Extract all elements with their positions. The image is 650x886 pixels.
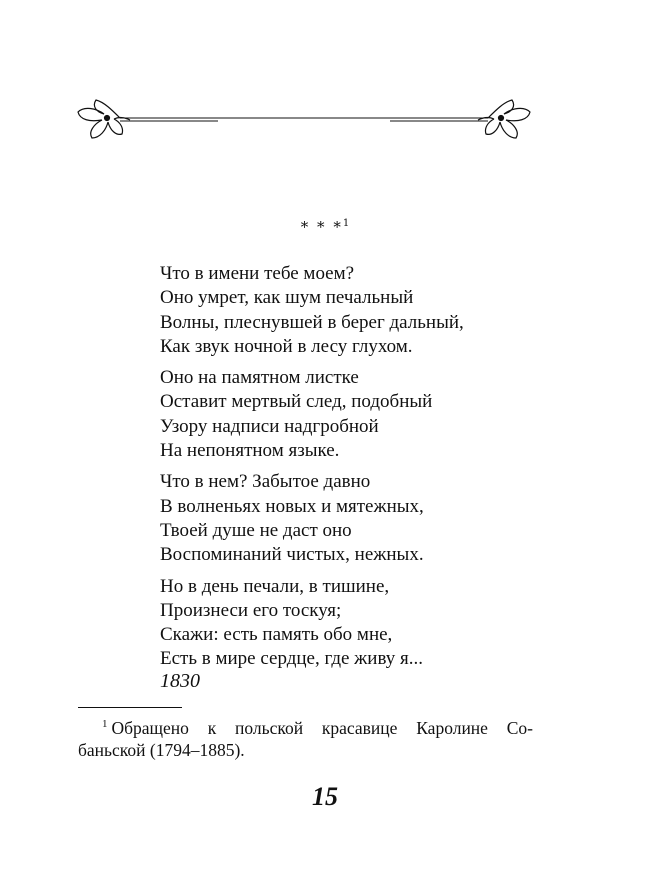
stanza-4 (160, 575, 464, 672)
poem-line: Оставит мертвый след, подобный (160, 391, 433, 413)
poem-line: На непонятном языке. (160, 440, 340, 462)
poem-line: Воспоминаний чистых, нежных. (160, 544, 424, 566)
footnote-text-2: баньской (1794–1885). (78, 739, 245, 760)
poem-line: Есть в мире сердце, где живу я... (160, 648, 424, 670)
poem-line: Узору надписи надгробной (160, 415, 379, 437)
stanza-1 (160, 262, 464, 359)
poem-line: Твоей душе не даст оно (160, 519, 352, 541)
footnote-text-1: Обращено к польской красавице Каролине Со- (111, 717, 533, 738)
heading-footnote-mark: 1 (342, 218, 350, 229)
footnote-divider (78, 707, 182, 708)
poem-line: Оно на памятном листке (160, 367, 359, 389)
poem-line: Волны, плеснувшей в берег дальный, (160, 311, 464, 333)
poem-line: Что в имени тебе моем? (160, 263, 355, 284)
footnote-mark: 1 (102, 718, 108, 730)
stars-heading (0, 218, 650, 236)
poem-line: В волненьях новых и мятежных, (160, 495, 424, 517)
poem-line: Как звук ночной в лесу глухом. (160, 335, 413, 357)
poem-line: Произнеси его тоскуя; (160, 599, 342, 621)
footnote-line-1 (78, 713, 533, 739)
poem-line: Скажи: есть память обо мне, (160, 624, 393, 646)
floral-divider-icon (74, 96, 534, 144)
stanza-3 (160, 470, 464, 567)
poem-line: Что в нем? Забытое давно (160, 471, 371, 493)
footnote (78, 713, 533, 761)
stars: * * * (300, 218, 343, 236)
poem (160, 262, 464, 679)
page-number: 15 (312, 782, 338, 811)
poem-line: Но в день печали, в тишине, (160, 575, 390, 597)
poem-line: Оно умрет, как шум печальный (160, 287, 414, 309)
stanza-2 (160, 366, 464, 463)
poem-date: 1830 (160, 670, 200, 692)
